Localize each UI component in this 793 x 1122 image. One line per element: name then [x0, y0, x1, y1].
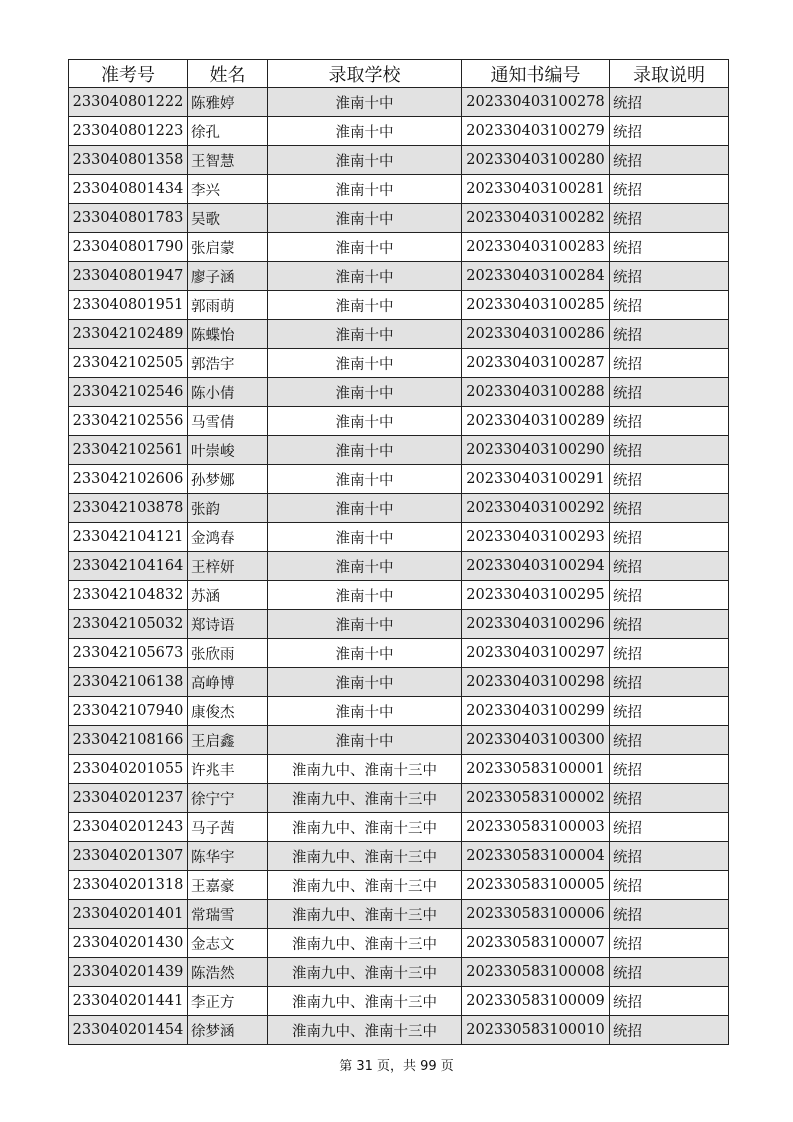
notice-number-cell: 202330403100299	[462, 697, 610, 726]
notice-number-cell: 202330403100290	[462, 436, 610, 465]
student-name-cell: 陈雅婷	[188, 88, 268, 117]
exam-number-cell: 233040801223	[69, 117, 188, 146]
exam-number-cell: 233042105673	[69, 639, 188, 668]
notice-number-cell: 202330403100279	[462, 117, 610, 146]
student-name-cell: 陈华宇	[188, 842, 268, 871]
table-row	[69, 407, 729, 436]
exam-number-cell: 233040201430	[69, 929, 188, 958]
school-cell: 淮南十中	[268, 494, 462, 523]
admission-note-cell: 统招	[610, 552, 729, 581]
school-cell: 淮南十中	[268, 291, 462, 320]
admission-note-cell: 统招	[610, 88, 729, 117]
student-name-cell: 康俊杰	[188, 697, 268, 726]
student-name-cell: 陈浩然	[188, 958, 268, 987]
school-cell: 淮南九中、淮南十三中	[268, 842, 462, 871]
notice-number-cell: 202330403100292	[462, 494, 610, 523]
table-row	[69, 581, 729, 610]
admission-table	[68, 59, 729, 1045]
exam-number-cell: 233042104832	[69, 581, 188, 610]
student-name-cell: 吴歌	[188, 204, 268, 233]
exam-number-cell: 233040201237	[69, 784, 188, 813]
notice-number-cell: 202330583100010	[462, 1016, 610, 1045]
school-cell: 淮南十中	[268, 697, 462, 726]
school-cell: 淮南九中、淮南十三中	[268, 755, 462, 784]
school-cell: 淮南九中、淮南十三中	[268, 958, 462, 987]
table-row	[69, 639, 729, 668]
admission-note-cell: 统招	[610, 233, 729, 262]
exam-number-cell: 233040801222	[69, 88, 188, 117]
admission-note-cell: 统招	[610, 958, 729, 987]
student-name-cell: 高峥博	[188, 668, 268, 697]
notice-number-cell: 202330403100285	[462, 291, 610, 320]
student-name-cell: 郭浩宇	[188, 349, 268, 378]
school-cell: 淮南九中、淮南十三中	[268, 871, 462, 900]
student-name-cell: 金鸿春	[188, 523, 268, 552]
school-cell: 淮南十中	[268, 204, 462, 233]
exam-number-cell: 233042106138	[69, 668, 188, 697]
exam-number-cell: 233042108166	[69, 726, 188, 755]
notice-number-cell: 202330583100001	[462, 755, 610, 784]
admission-note-cell: 统招	[610, 813, 729, 842]
school-cell: 淮南十中	[268, 465, 462, 494]
school-cell: 淮南十中	[268, 233, 462, 262]
notice-number-cell: 202330403100281	[462, 175, 610, 204]
notice-number-cell: 202330583100006	[462, 900, 610, 929]
table-row	[69, 813, 729, 842]
student-name-cell: 陈蝶怡	[188, 320, 268, 349]
table-row	[69, 610, 729, 639]
exam-number-cell: 233040201439	[69, 958, 188, 987]
table-row	[69, 726, 729, 755]
admission-note-cell: 统招	[610, 668, 729, 697]
header-school: 录取学校	[268, 60, 462, 88]
school-cell: 淮南十中	[268, 668, 462, 697]
exam-number-cell: 233042105032	[69, 610, 188, 639]
notice-number-cell: 202330403100289	[462, 407, 610, 436]
school-cell: 淮南十中	[268, 610, 462, 639]
admission-note-cell: 统招	[610, 349, 729, 378]
exam-number-cell: 233040201318	[69, 871, 188, 900]
admission-note-cell: 统招	[610, 204, 729, 233]
table-row	[69, 494, 729, 523]
admission-note-cell: 统招	[610, 784, 729, 813]
student-name-cell: 徐梦涵	[188, 1016, 268, 1045]
admission-note-cell: 统招	[610, 117, 729, 146]
header-exam-number: 准考号	[69, 60, 188, 88]
student-name-cell: 孙梦娜	[188, 465, 268, 494]
student-name-cell: 王智慧	[188, 146, 268, 175]
student-name-cell: 苏涵	[188, 581, 268, 610]
exam-number-cell: 233042102556	[69, 407, 188, 436]
admission-note-cell: 统招	[610, 726, 729, 755]
table-row	[69, 842, 729, 871]
admission-note-cell: 统招	[610, 842, 729, 871]
exam-number-cell: 233042103878	[69, 494, 188, 523]
student-name-cell: 张启蒙	[188, 233, 268, 262]
exam-number-cell: 233042104164	[69, 552, 188, 581]
student-name-cell: 王嘉豪	[188, 871, 268, 900]
admission-note-cell: 统招	[610, 610, 729, 639]
notice-number-cell: 202330403100300	[462, 726, 610, 755]
exam-number-cell: 233042102606	[69, 465, 188, 494]
exam-number-cell: 233040801358	[69, 146, 188, 175]
school-cell: 淮南十中	[268, 262, 462, 291]
student-name-cell: 金志文	[188, 929, 268, 958]
table-row	[69, 378, 729, 407]
student-name-cell: 李正方	[188, 987, 268, 1016]
table-row	[69, 465, 729, 494]
school-cell: 淮南十中	[268, 581, 462, 610]
exam-number-cell: 233040801783	[69, 204, 188, 233]
table-row	[69, 552, 729, 581]
admission-note-cell: 统招	[610, 291, 729, 320]
school-cell: 淮南十中	[268, 88, 462, 117]
student-name-cell: 徐孔	[188, 117, 268, 146]
notice-number-cell: 202330403100284	[462, 262, 610, 291]
school-cell: 淮南十中	[268, 552, 462, 581]
header-notice-number: 通知书编号	[462, 60, 610, 88]
admission-note-cell: 统招	[610, 175, 729, 204]
notice-number-cell: 202330403100282	[462, 204, 610, 233]
school-cell: 淮南十中	[268, 320, 462, 349]
student-name-cell: 郭雨萌	[188, 291, 268, 320]
school-cell: 淮南九中、淮南十三中	[268, 1016, 462, 1045]
page-footer: 第 31 页，共 99 页	[339, 1059, 454, 1074]
notice-number-cell: 202330403100286	[462, 320, 610, 349]
notice-number-cell: 202330403100296	[462, 610, 610, 639]
admission-note-cell: 统招	[610, 407, 729, 436]
student-name-cell: 李兴	[188, 175, 268, 204]
table-row	[69, 871, 729, 900]
student-name-cell: 马雪倩	[188, 407, 268, 436]
school-cell: 淮南九中、淮南十三中	[268, 929, 462, 958]
admission-note-cell: 统招	[610, 987, 729, 1016]
table-row	[69, 784, 729, 813]
student-name-cell: 郑诗语	[188, 610, 268, 639]
exam-number-cell: 233042102489	[69, 320, 188, 349]
student-name-cell: 张韵	[188, 494, 268, 523]
student-name-cell: 马子茜	[188, 813, 268, 842]
admission-note-cell: 统招	[610, 494, 729, 523]
admission-note-cell: 统招	[610, 1016, 729, 1045]
notice-number-cell: 202330583100003	[462, 813, 610, 842]
admission-note-cell: 统招	[610, 262, 729, 291]
admission-note-cell: 统招	[610, 639, 729, 668]
exam-number-cell: 233042107940	[69, 697, 188, 726]
notice-number-cell: 202330403100298	[462, 668, 610, 697]
notice-number-cell: 202330583100004	[462, 842, 610, 871]
table-row	[69, 320, 729, 349]
school-cell: 淮南十中	[268, 175, 462, 204]
table-row	[69, 929, 729, 958]
school-cell: 淮南十中	[268, 639, 462, 668]
exam-number-cell: 233040801790	[69, 233, 188, 262]
table-row	[69, 1016, 729, 1045]
student-name-cell: 王启鑫	[188, 726, 268, 755]
student-name-cell: 廖子涵	[188, 262, 268, 291]
school-cell: 淮南十中	[268, 349, 462, 378]
table-row	[69, 755, 729, 784]
notice-number-cell: 202330583100002	[462, 784, 610, 813]
admission-note-cell: 统招	[610, 320, 729, 349]
table-row	[69, 204, 729, 233]
school-cell: 淮南九中、淮南十三中	[268, 900, 462, 929]
exam-number-cell: 233042104121	[69, 523, 188, 552]
admission-note-cell: 统招	[610, 755, 729, 784]
school-cell: 淮南十中	[268, 407, 462, 436]
exam-number-cell: 233040801951	[69, 291, 188, 320]
notice-number-cell: 202330583100007	[462, 929, 610, 958]
exam-number-cell: 233040201401	[69, 900, 188, 929]
table-row	[69, 88, 729, 117]
admission-note-cell: 统招	[610, 146, 729, 175]
notice-number-cell: 202330403100297	[462, 639, 610, 668]
table-row	[69, 697, 729, 726]
admission-note-cell: 统招	[610, 465, 729, 494]
admission-note-cell: 统招	[610, 900, 729, 929]
school-cell: 淮南九中、淮南十三中	[268, 987, 462, 1016]
admission-note-cell: 统招	[610, 697, 729, 726]
notice-number-cell: 202330403100283	[462, 233, 610, 262]
exam-number-cell: 233040201307	[69, 842, 188, 871]
school-cell: 淮南十中	[268, 378, 462, 407]
exam-number-cell: 233040201441	[69, 987, 188, 1016]
school-cell: 淮南十中	[268, 146, 462, 175]
table-row	[69, 523, 729, 552]
notice-number-cell: 202330403100288	[462, 378, 610, 407]
notice-number-cell: 202330583100005	[462, 871, 610, 900]
table-row	[69, 349, 729, 378]
school-cell: 淮南十中	[268, 436, 462, 465]
school-cell: 淮南十中	[268, 726, 462, 755]
student-name-cell: 常瑞雪	[188, 900, 268, 929]
admission-note-cell: 统招	[610, 523, 729, 552]
exam-number-cell: 233042102561	[69, 436, 188, 465]
table-row	[69, 668, 729, 697]
student-name-cell: 叶崇峻	[188, 436, 268, 465]
exam-number-cell: 233040201243	[69, 813, 188, 842]
table-row	[69, 436, 729, 465]
student-name-cell: 王梓妍	[188, 552, 268, 581]
exam-number-cell: 233040801947	[69, 262, 188, 291]
table-row	[69, 958, 729, 987]
notice-number-cell: 202330403100287	[462, 349, 610, 378]
notice-number-cell: 202330403100278	[462, 88, 610, 117]
notice-number-cell: 202330583100008	[462, 958, 610, 987]
table-row	[69, 291, 729, 320]
school-cell: 淮南九中、淮南十三中	[268, 784, 462, 813]
table-row	[69, 146, 729, 175]
table-header-row	[69, 60, 729, 88]
admission-note-cell: 统招	[610, 871, 729, 900]
notice-number-cell: 202330403100280	[462, 146, 610, 175]
table-row	[69, 233, 729, 262]
school-cell: 淮南九中、淮南十三中	[268, 813, 462, 842]
table-row	[69, 987, 729, 1016]
student-name-cell: 徐宁宁	[188, 784, 268, 813]
table-row	[69, 900, 729, 929]
admission-note-cell: 统招	[610, 378, 729, 407]
exam-number-cell: 233040201055	[69, 755, 188, 784]
table-row	[69, 175, 729, 204]
exam-number-cell: 233042102505	[69, 349, 188, 378]
school-cell: 淮南十中	[268, 523, 462, 552]
notice-number-cell: 202330403100293	[462, 523, 610, 552]
notice-number-cell: 202330403100294	[462, 552, 610, 581]
notice-number-cell: 202330403100291	[462, 465, 610, 494]
student-name-cell: 张欣雨	[188, 639, 268, 668]
header-admission-note: 录取说明	[610, 60, 729, 88]
student-name-cell: 许兆丰	[188, 755, 268, 784]
table-row	[69, 117, 729, 146]
exam-number-cell: 233042102546	[69, 378, 188, 407]
exam-number-cell: 233040801434	[69, 175, 188, 204]
student-name-cell: 陈小倩	[188, 378, 268, 407]
exam-number-cell: 233040201454	[69, 1016, 188, 1045]
admission-note-cell: 统招	[610, 436, 729, 465]
notice-number-cell: 202330583100009	[462, 987, 610, 1016]
header-name: 姓名	[188, 60, 268, 88]
school-cell: 淮南十中	[268, 117, 462, 146]
table-row	[69, 262, 729, 291]
admission-note-cell: 统招	[610, 581, 729, 610]
admission-note-cell: 统招	[610, 929, 729, 958]
notice-number-cell: 202330403100295	[462, 581, 610, 610]
